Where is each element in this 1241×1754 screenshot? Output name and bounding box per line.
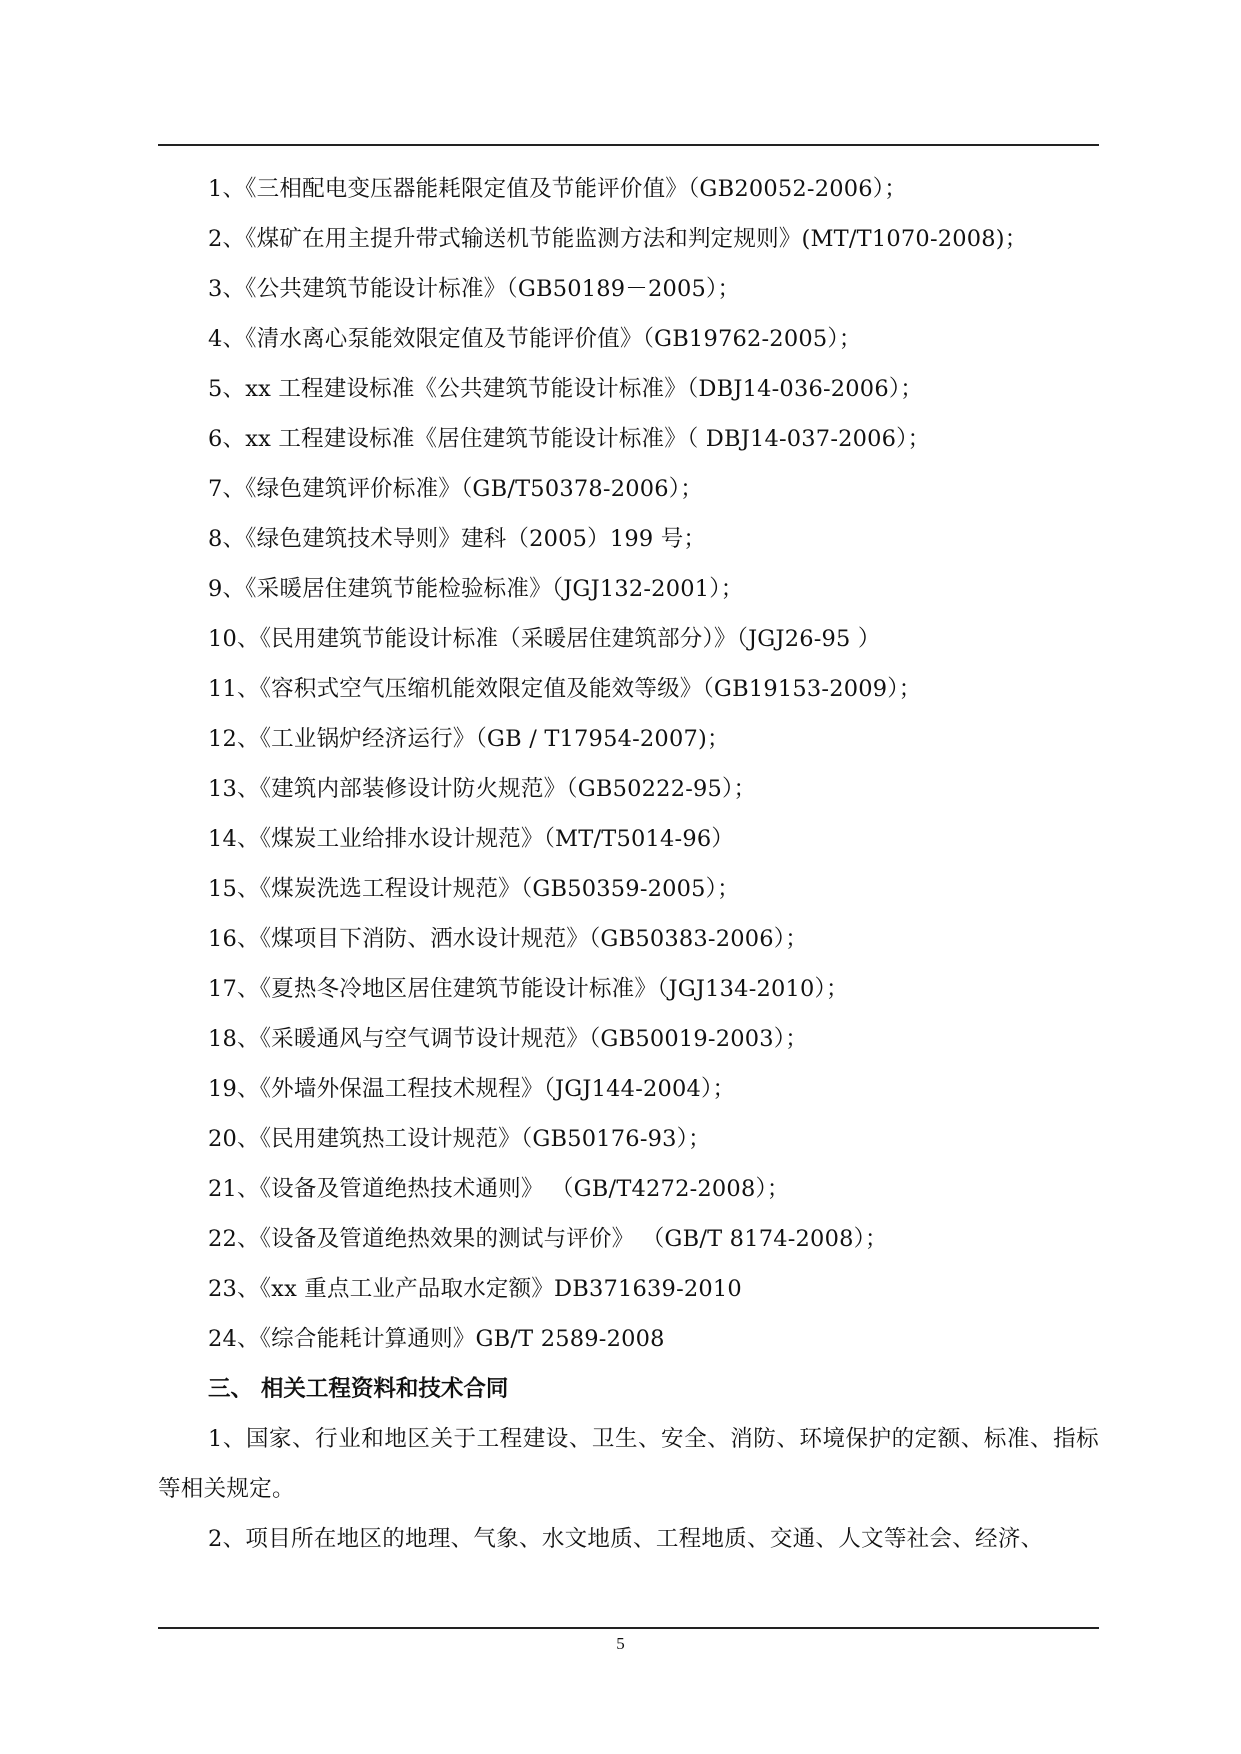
- list-item: 1、《三相配电变压器能耗限定值及节能评价值》（GB20052-2006）；: [208, 176, 907, 202]
- section-heading: 三、 相关工程资料和技术合同: [208, 1376, 509, 1402]
- list-item: 4、《清水离心泵能效限定值及节能评价值》（GB19762-2005）；: [208, 326, 862, 352]
- list-item: 13、《建筑内部装修设计防火规范》（GB50222-95）；: [208, 776, 757, 802]
- list-item: 15、《煤炭洗选工程设计规范》（GB50359-2005）；: [208, 876, 740, 902]
- list-item: 17、《夏热冬冷地区居住建筑节能设计标准》（JGJ134-2010）；: [208, 976, 849, 1002]
- header-rule: [158, 144, 1099, 146]
- list-item: 22、《设备及管道绝热效果的测试与评价》 （GB/T 8174-2008）；: [208, 1226, 888, 1252]
- page-number: 5: [616, 1634, 625, 1653]
- list-item: 7、《绿色建筑评价标准》（GB/T50378-2006）；: [208, 476, 703, 502]
- paragraph: 2、项目所在地区的地理、气象、水文地质、工程地质、交通、人文等社会、经济、: [208, 1526, 1044, 1552]
- list-item: 21、《设备及管道绝热技术通则》 （GB/T4272-2008）；: [208, 1176, 790, 1202]
- paragraph: 1、国家、行业和地区关于工程建设、卫生、安全、消防、环境保护的定额、标准、指标等相关规定。: [158, 1426, 1099, 1502]
- list-item: 18、《采暖通风与空气调节设计规范》（GB50019-2003）；: [208, 1026, 808, 1052]
- list-item: 12、《工业锅炉经济运行》（GB / T17954-2007)；: [208, 726, 730, 752]
- list-item: 10、《民用建筑节能设计标准（采暖居住建筑部分）》（JGJ26-95 ）: [208, 626, 881, 652]
- list-item: 20、《民用建筑热工设计规范》（GB50176-93）；: [208, 1126, 711, 1152]
- list-item: 16、《煤项目下消防、洒水设计规范》（GB50383-2006）；: [208, 926, 808, 952]
- document-body: [158, 164, 1099, 1564]
- list-item: 3、《公共建筑节能设计标准》（GB50189－2005）；: [208, 276, 741, 302]
- list-item: 2、《煤矿在用主提升带式输送机节能监测方法和判定规则》(MT/T1070-2008)；: [208, 226, 1028, 252]
- list-item: 14、《煤炭工业给排水设计规范》（MT/T5014-96）: [208, 826, 735, 852]
- list-item: 24、《综合能耗计算通则》GB/T 2589-2008: [208, 1326, 665, 1352]
- standards-list: [158, 164, 1099, 1364]
- list-item: 5、xx 工程建设标准《公共建筑节能设计标准》（DBJ14-036-2006）；: [208, 376, 923, 402]
- list-item: 6、xx 工程建设标准《居住建筑节能设计标准》（ DBJ14-037-2006）；: [208, 426, 931, 452]
- list-item: 9、《采暖居住建筑节能检验标准》（JGJ132-2001）；: [208, 576, 744, 602]
- list-item: 19、《外墙外保温工程技术规程》（JGJ144-2004）；: [208, 1076, 736, 1102]
- footer-rule: [158, 1627, 1099, 1629]
- list-item: 8、《绿色建筑技术导则》建科（2005）199 号；: [208, 526, 707, 552]
- list-item: 23、《xx 重点工业产品取水定额》DB371639-2010: [208, 1276, 742, 1302]
- list-item: 11、《容积式空气压缩机能效限定值及能效等级》（GB19153-2009）；: [208, 676, 922, 702]
